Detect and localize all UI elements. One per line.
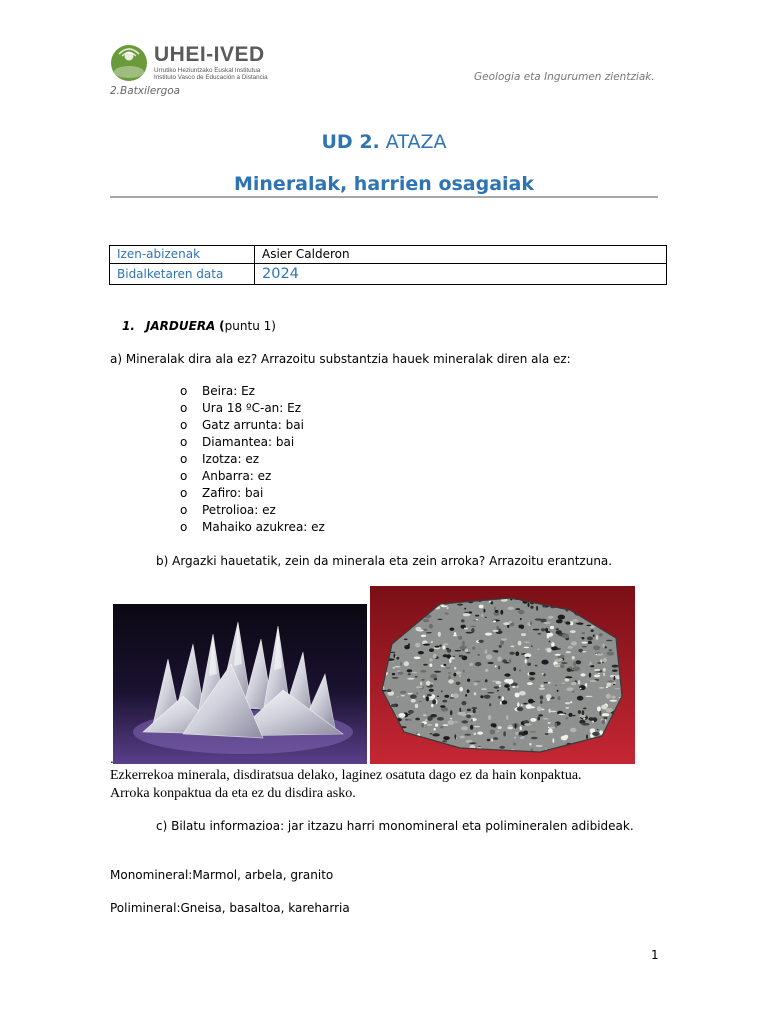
list-item: [180, 417, 325, 434]
page-number: 1: [651, 948, 659, 962]
list-item-text: Izotza: ez: [202, 452, 260, 466]
bullet-marker: o: [180, 520, 188, 534]
list-item-text: Gatz arrunta: bai: [202, 418, 304, 432]
list-item: [180, 519, 325, 536]
grade-label: 2.Batxilergoa: [110, 85, 181, 97]
name-label: Izen-abizenak: [110, 246, 255, 264]
list-item-text: Mahaiko azukrea: ez: [202, 520, 325, 534]
bullet-marker: o: [180, 469, 188, 483]
subject-label: Geologia eta Ingurumen zientziak.: [474, 71, 655, 83]
list-item-text: Anbarra: ez: [202, 469, 272, 483]
bullet-marker: o: [180, 384, 188, 398]
list-item-text: Petrolioa: ez: [202, 503, 276, 517]
bullet-marker: o: [180, 435, 188, 449]
unit-title: [110, 131, 658, 153]
answer-b-line-1: Ezkerrekoa minerala, disdiratsua delako, laginez osatuta dago ez da hain konpaktua.: [110, 768, 582, 783]
date-label: Bidalketaren data: [110, 264, 255, 285]
list-item-text: Beira: Ez: [202, 384, 255, 398]
list-item: [180, 502, 325, 519]
bullet-marker: o: [180, 503, 188, 517]
list-item-text: Zafiro: bai: [202, 486, 264, 500]
activity-number: 1.: [122, 319, 135, 333]
info-table: [109, 245, 667, 285]
activity-points: puntu 1): [224, 319, 276, 333]
activity-paren: (: [219, 319, 225, 333]
list-item: [180, 451, 325, 468]
granite-rock-image: [370, 586, 635, 764]
table-row: [110, 264, 667, 285]
list-item-text: Ura 18 ºC-an: Ez: [202, 401, 302, 415]
question-b: b) Argazki hauetatik, zein da minerala eta zein arroka? Arrazoitu erantzuna.: [156, 554, 613, 568]
question-c: c) Bilatu informazioa: jar itzazu harri monomineral eta polimineralen adibideak.: [156, 819, 634, 833]
logo: [110, 43, 282, 83]
granite-rock-illustration: [370, 586, 635, 764]
unit-number: UD 2.: [321, 131, 380, 153]
bullet-marker: o: [180, 452, 188, 466]
list-item: [180, 383, 325, 400]
quartz-crystal-illustration: [113, 604, 367, 764]
bullet-marker: o: [180, 418, 188, 432]
polimineral-answer: Polimineral:Gneisa, basaltoa, kareharria: [110, 901, 350, 915]
document-subtitle: Mineralak, harrien osagaiak: [233, 173, 535, 195]
name-value: Asier Calderon: [255, 246, 667, 264]
logo-subtitle-spanish: Instituto Vasco de Educación a Distancia: [154, 74, 268, 81]
activity-heading: [122, 319, 276, 333]
date-value: 2024: [255, 264, 667, 285]
list-item: [180, 468, 325, 485]
unit-task: ATAZA: [379, 131, 447, 153]
title-divider: [110, 196, 658, 198]
logo-title: UHEI-IVED: [154, 43, 265, 66]
quartz-crystal-image: [113, 604, 367, 764]
list-item: [180, 485, 325, 502]
bullet-marker: o: [180, 486, 188, 500]
list-item-text: Diamantea: bai: [202, 435, 295, 449]
logo-mark-icon: [110, 43, 148, 81]
activity-name: JARDUERA: [145, 319, 216, 333]
monomineral-answer: Monomineral:Marmol, arbela, granito: [110, 868, 334, 882]
table-row: [110, 246, 667, 264]
stray-dot: .: [110, 752, 114, 766]
list-item: [180, 400, 325, 417]
bullet-marker: o: [180, 401, 188, 415]
answer-b-line-2: Arroka konpaktua da eta ez du disdira asko.: [110, 786, 356, 801]
list-item: [180, 434, 325, 451]
question-a: a) Mineralak dira ala ez? Arrazoitu substantzia hauek mineralak diren ala ez:: [110, 352, 571, 366]
logo-subtitle-basque: Urrutiko Heziuntzako Euskal Institutua: [154, 67, 261, 74]
answer-list-a: [180, 383, 325, 536]
